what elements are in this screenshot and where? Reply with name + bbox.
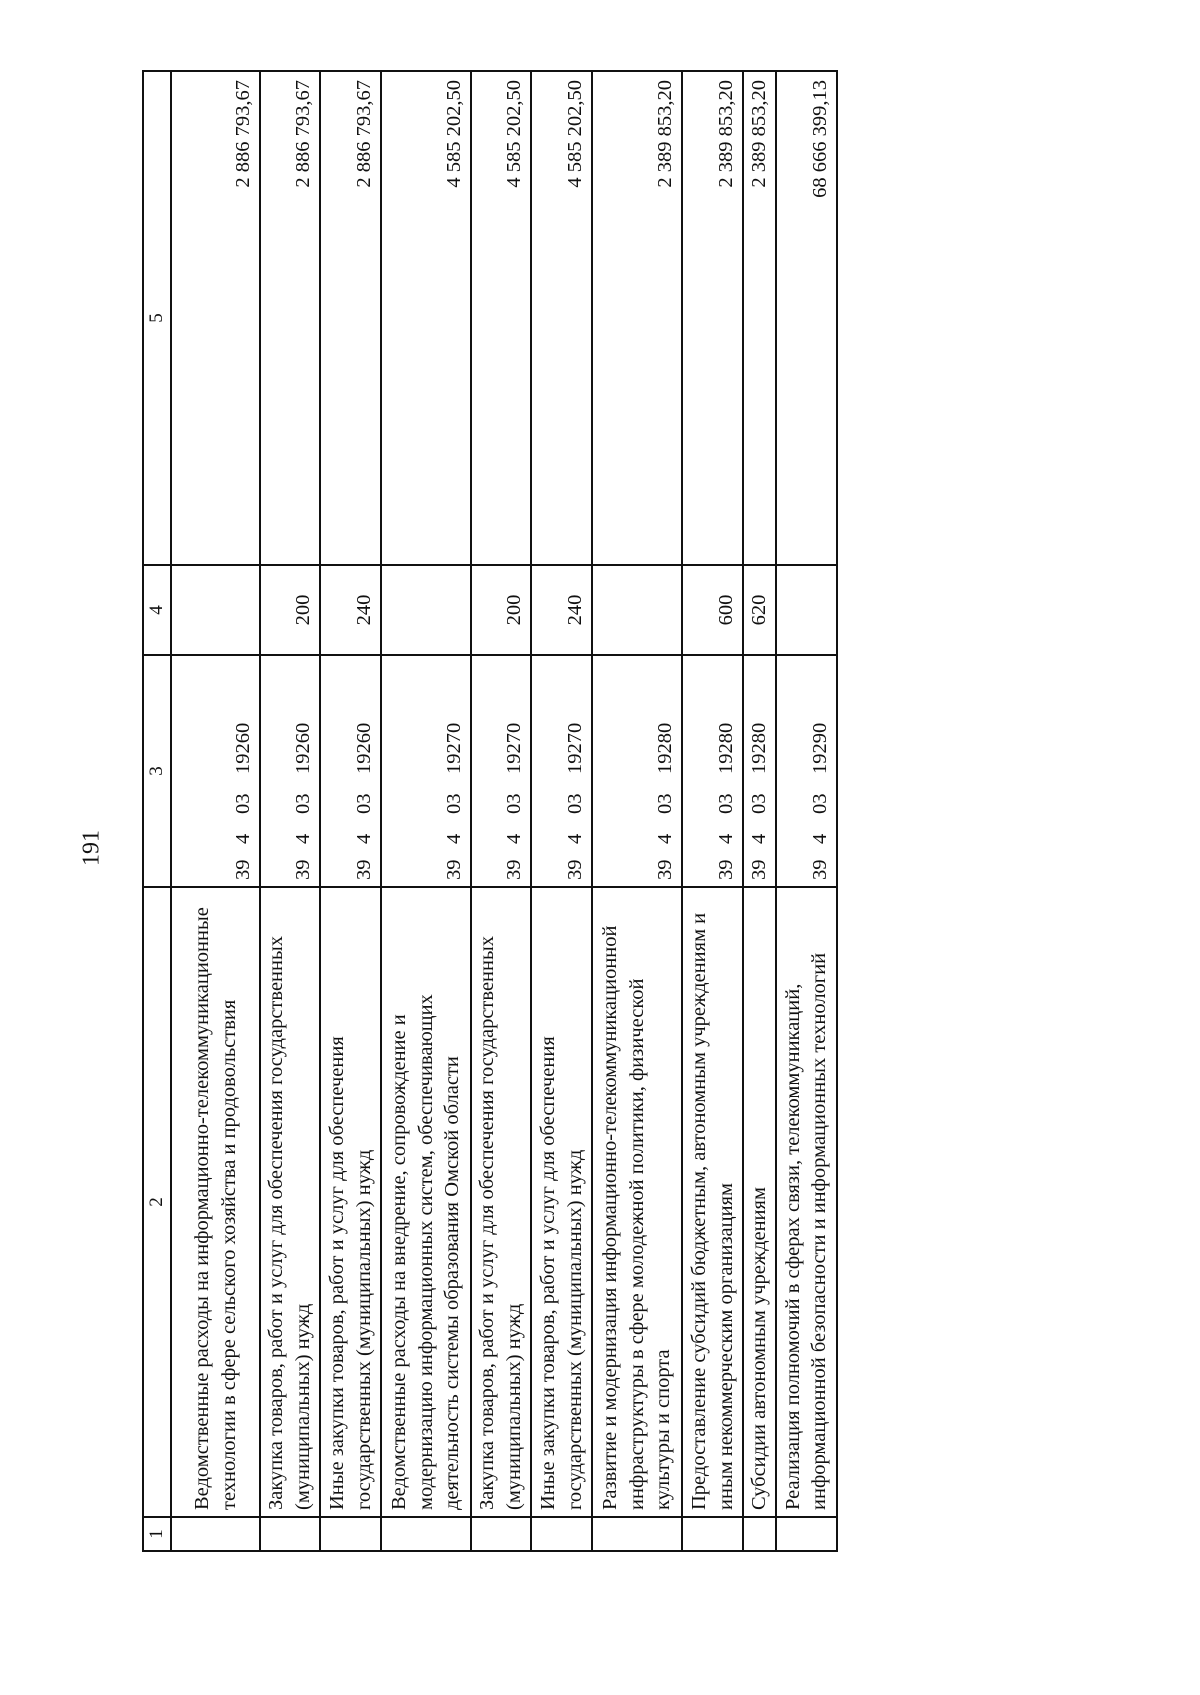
code-part: 39 — [748, 859, 770, 880]
code-part: 4 — [443, 833, 466, 844]
table-row — [260, 71, 320, 1551]
code-part: 03 — [809, 793, 831, 814]
row-type-cell — [776, 565, 837, 655]
row-code-cell — [531, 655, 592, 887]
code-part: 03 — [654, 793, 677, 814]
table-row — [776, 71, 837, 1551]
code-parts — [288, 656, 319, 886]
code-parts — [560, 656, 591, 886]
code-part: 19280 — [654, 722, 677, 774]
code-parts — [499, 656, 530, 886]
header-row — [143, 71, 171, 1551]
code-part: 4 — [232, 833, 255, 844]
row-number-cell — [320, 1517, 381, 1551]
row-number-cell — [776, 1517, 837, 1551]
row-code-cell — [171, 655, 260, 887]
code-part: 4 — [353, 833, 376, 844]
code-part: 19260 — [353, 722, 376, 774]
row-amount-cell: 2 389 853,20 — [592, 71, 682, 565]
row-amount-cell: 2 389 853,20 — [682, 71, 743, 565]
row-type-cell: 200 — [471, 565, 531, 655]
row-code-cell — [260, 655, 320, 887]
table-row — [531, 71, 592, 1551]
code-part: 4 — [503, 833, 526, 844]
code-parts — [805, 656, 836, 886]
code-part: 19260 — [232, 722, 255, 774]
row-name-cell: Развитие и модернизация информационно-телекоммуникационной инфраструктуры в сфере молодежной политики, физической культуры и спорта — [592, 887, 682, 1517]
row-type-cell — [171, 565, 260, 655]
row-number-cell — [260, 1517, 320, 1551]
code-part: 19280 — [748, 722, 770, 774]
row-code-cell — [381, 655, 471, 887]
code-part: 4 — [564, 833, 587, 844]
code-part: 4 — [809, 833, 831, 844]
row-name-cell: Иные закупки товаров, работ и услуг для обеспечения государственных (муниципальных) нужд — [320, 887, 381, 1517]
code-part: 39 — [232, 859, 255, 880]
row-type-cell: 240 — [531, 565, 592, 655]
row-name-cell: Предоставление субсидий бюджетным, автономным учреждениям и иным некоммерческим организациям — [682, 887, 743, 1517]
code-part: 19270 — [443, 722, 466, 774]
row-code-cell — [776, 655, 837, 887]
header-cell: 5 — [143, 71, 171, 565]
code-part: 39 — [654, 859, 677, 880]
code-parts — [349, 656, 380, 886]
header-cell: 3 — [143, 655, 171, 887]
table-row — [320, 71, 381, 1551]
table-row — [743, 71, 776, 1551]
row-type-cell: 600 — [682, 565, 743, 655]
row-type-cell: 200 — [260, 565, 320, 655]
code-part: 19280 — [715, 722, 738, 774]
row-code-cell — [592, 655, 682, 887]
code-part: 19260 — [292, 722, 315, 774]
row-name-cell: Иные закупки товаров, работ и услуг для обеспечения государственных (муниципальных) нужд — [531, 887, 592, 1517]
code-part: 4 — [654, 833, 677, 844]
row-number-cell — [743, 1517, 776, 1551]
code-part: 03 — [715, 793, 738, 814]
row-name-cell: Субсидии автономным учреждениям — [743, 887, 776, 1517]
code-part: 03 — [292, 793, 315, 814]
code-part: 03 — [748, 793, 770, 814]
code-part: 39 — [353, 859, 376, 880]
code-part: 03 — [503, 793, 526, 814]
code-parts — [228, 656, 259, 886]
code-parts — [744, 656, 775, 886]
row-type-cell: 240 — [320, 565, 381, 655]
row-number-cell — [381, 1517, 471, 1551]
row-code-cell — [682, 655, 743, 887]
code-parts — [439, 656, 470, 886]
code-part: 4 — [292, 833, 315, 844]
row-number-cell — [471, 1517, 531, 1551]
code-part: 39 — [503, 859, 526, 880]
code-part: 19270 — [503, 722, 526, 774]
code-part: 4 — [715, 833, 738, 844]
code-part: 39 — [443, 859, 466, 880]
table-row — [592, 71, 682, 1551]
code-part: 19290 — [809, 722, 831, 774]
row-name-cell: Реализация полномочий в сферах связи, телекоммуникаций, информационной безопасности и информационных технологий — [776, 887, 837, 1517]
table-row — [381, 71, 471, 1551]
row-code-cell — [743, 655, 776, 887]
header-cell: 2 — [143, 887, 171, 1517]
row-number-cell — [171, 1517, 260, 1551]
code-part: 03 — [232, 793, 255, 814]
rotated-page-content — [142, 72, 982, 1552]
row-code-cell — [320, 655, 381, 887]
header-cell: 4 — [143, 565, 171, 655]
code-part: 39 — [564, 859, 587, 880]
code-part: 39 — [715, 859, 738, 880]
code-part: 39 — [292, 859, 315, 880]
budget-table — [142, 70, 838, 1552]
row-code-cell — [471, 655, 531, 887]
row-name-cell: Закупка товаров, работ и услуг для обеспечения государственных (муниципальных) нужд — [471, 887, 531, 1517]
row-name-cell: Закупка товаров, работ и услуг для обеспечения государственных (муниципальных) нужд — [260, 887, 320, 1517]
row-name-cell: Ведомственные расходы на внедрение, сопровождение и модернизацию информационных систем, обеспечивающих деятельность системы образования Омской области — [381, 887, 471, 1517]
code-part: 03 — [443, 793, 466, 814]
row-amount-cell: 2 389 853,20 — [743, 71, 776, 565]
code-part: 19270 — [564, 722, 587, 774]
row-type-cell: 620 — [743, 565, 776, 655]
row-amount-cell: 4 585 202,50 — [471, 71, 531, 565]
code-part: 03 — [353, 793, 376, 814]
table-row — [471, 71, 531, 1551]
page-number: 191 — [78, 830, 105, 866]
row-amount-cell: 68 666 399,13 — [776, 71, 837, 565]
code-part: 39 — [809, 859, 831, 880]
row-amount-cell: 4 585 202,50 — [381, 71, 471, 565]
row-amount-cell: 2 886 793,67 — [260, 71, 320, 565]
table-row — [171, 71, 260, 1551]
code-parts — [711, 656, 742, 886]
row-type-cell — [592, 565, 682, 655]
row-amount-cell: 2 886 793,67 — [171, 71, 260, 565]
code-part: 4 — [748, 833, 770, 844]
table-row — [682, 71, 743, 1551]
header-cell: 1 — [143, 1517, 171, 1551]
row-amount-cell: 4 585 202,50 — [531, 71, 592, 565]
row-number-cell — [531, 1517, 592, 1551]
code-part: 03 — [564, 793, 587, 814]
code-parts — [650, 656, 681, 886]
row-amount-cell: 2 886 793,67 — [320, 71, 381, 565]
row-number-cell — [682, 1517, 743, 1551]
row-number-cell — [592, 1517, 682, 1551]
row-type-cell — [381, 565, 471, 655]
row-name-cell: Ведомственные расходы на информационно-телекоммуникационные технологии в сфере сельского хозяйства и продовольствия — [171, 887, 260, 1517]
